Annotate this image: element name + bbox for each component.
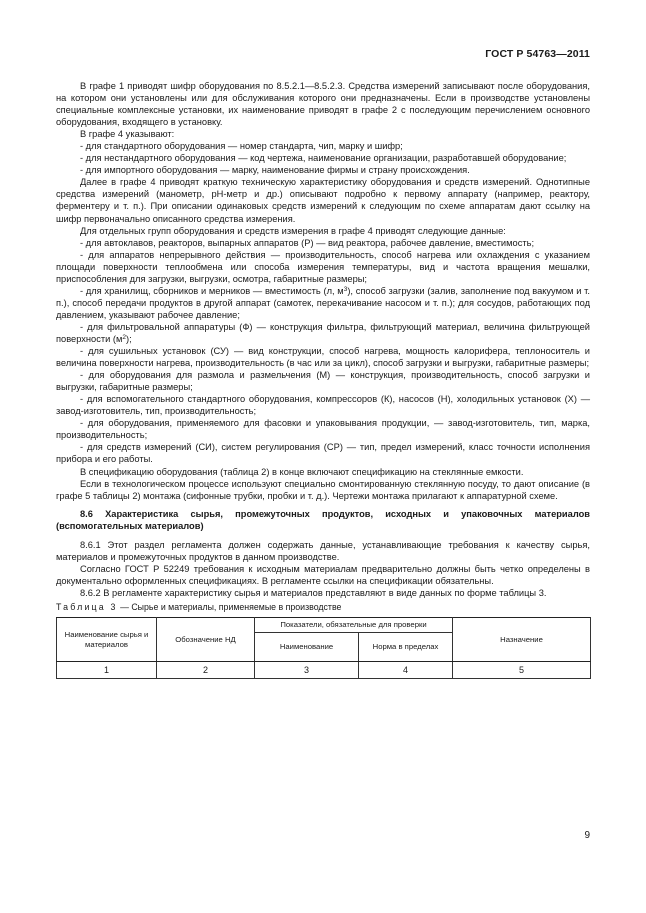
materials-table: [56, 617, 591, 679]
paragraph: 8.6.1 Этот раздел регламента должен содержать данные, устанавливающие требования к качеству сырья, материалов и промежуточных продуктов в данном производстве.: [56, 539, 590, 562]
page-body: [56, 80, 590, 679]
section-heading: 8.6 Характеристика сырья, промежуточных продуктов, исходных и упаковочных материалов (вспомогательных материалов): [56, 508, 590, 531]
table-header-cell: Наименование сырья и материалов: [57, 618, 157, 662]
table-cell: 4: [359, 662, 453, 679]
paragraph: Согласно ГОСТ Р 52249 требования к исходным материалам предварительно должны быть четко определены в документально оформленных спецификациях. В регламенте ссылки на спецификации обязательны.: [56, 563, 590, 586]
paragraph: Если в технологическом процессе используют специально смонтированную стеклянную посуду, то дают описание (в графе 5 таблицы 2) монтажа (сифонные трубки, пробки и т. д.). Чертежи монтажа прилагают к аппаратурной схеме.: [56, 478, 590, 501]
list-item: - для автоклавов, реакторов, выпарных аппаратов (Р) — вид реактора, рабочее давление, вместимость;: [80, 237, 535, 248]
table-cell: 5: [453, 662, 591, 679]
list-item-filter: - для фильтровальной аппаратуры (Ф) — конструкция фильтра, фильтрующий материал, величина фильтрующей поверхности $(м^2)$;: [56, 321, 590, 344]
table-header-cell: Норма в пределах: [359, 633, 453, 662]
list-item: - для аппаратов непрерывного действия — производительность, способ нагрева или охлаждения с указанием площади поверхности теплообмена или способа измерения температуры, вид и частота вращения мешалки, приспособления для загрузки, выгрузки, осмотра, габаритные размеры;: [56, 249, 590, 284]
paragraph: В спецификацию оборудования (таблица 2) в конце включают спецификацию на стеклянные емкости.: [80, 466, 524, 477]
table-cell: 3: [255, 662, 359, 679]
paragraph: 8.6.2 В регламенте характеристику сырья и материалов представляют в виде данных по форме таблицы 3.: [80, 587, 547, 598]
table-header-cell: Обозначение НД: [157, 618, 255, 662]
table-header-cell: Назначение: [453, 618, 591, 662]
paragraph: Далее в графе 4 приводят краткую техническую характеристику оборудования и средств измерений. Однотипные средства измерений (манометр, pH-метр и др.) описывают подробно к первому аппарату (например, реактору, ферментеру и т. п.). При описании одинаковых средств измерений к следующим по схеме аппаратам дают ссылку на шифр первоначально описанного средства измерения.: [56, 177, 590, 224]
list-item: - для стандартного оборудования — номер стандарта, чип, марку и шифр;: [80, 141, 403, 152]
table-header-cell: Наименование: [255, 633, 359, 662]
list-item: - для нестандартного оборудования — код чертежа, наименование организации, разработавшей оборудование;: [80, 153, 567, 164]
list-item: - для оборудования, применяемого для фасовки и упаковывания продукции, — завод-изготовитель, тип, марка, производительность;: [56, 418, 590, 441]
table-cell: 2: [157, 662, 255, 679]
table-header-group: Показатели, обязательные для проверки: [255, 618, 453, 633]
list-item-vessels: - для хранилищ, сборников и мерников — вместимость (л, $м^3$), способ загрузки (залив, заполнение под вакуумом и т. п.), способ передачи продуктов в другой аппарат (самотек, перекачивание насосом и т. п.); для сосудов, работающих под давлением, указывают рабочее давление;: [56, 285, 590, 320]
list-item: - для оборудования для размола и размельчения (М) — конструкция, производительность, способ загрузки и выгрузки, габаритные размеры;: [56, 370, 590, 393]
paragraph: В графе 1 приводят шифр оборудования по 8.5.2.1—8.5.2.3. Средства измерений записывают после оборудования, на котором они установлены или для обслуживания которого они предназначены. Если в производстве установлены специальные комплексные установки, их наименование приводят в графе 2 с последующим перечислением основного оборудования, входящего в установку.: [56, 81, 590, 128]
paragraph: Для отдельных групп оборудования и средств измерения в графе 4 приводят следующие данные:: [80, 225, 506, 236]
page-number: 9: [584, 830, 590, 841]
table-caption: Таблица 3 — Сырье и материалы, применяемые в производстве: [56, 601, 342, 612]
list-item: - для вспомогательного стандартного оборудования, компрессоров (К), насосов (Н), холодильных установок (Х) — завод-изготовитель, тип, производительность;: [56, 394, 590, 417]
standard-header: ГОСТ Р 54763—2011: [485, 48, 590, 60]
paragraph: В графе 4 указывают:: [80, 129, 175, 140]
list-item: - для импортного оборудования — марку, наименование фирмы и страну происхождения.: [80, 165, 470, 176]
list-item: - для средств измерений (СИ), систем регулирования (СР) — тип, предел измерений, класс точности исполнения прибора и его работы.: [56, 442, 590, 465]
table-cell: 1: [57, 662, 157, 679]
list-item: - для сушильных установок (СУ) — вид конструкции, способ нагрева, мощность калорифера, теплоноситель и величина поверхности нагрева, производительность (в час или за цикл), способ загрузки и выгрузки, габаритные размеры;: [56, 346, 590, 369]
